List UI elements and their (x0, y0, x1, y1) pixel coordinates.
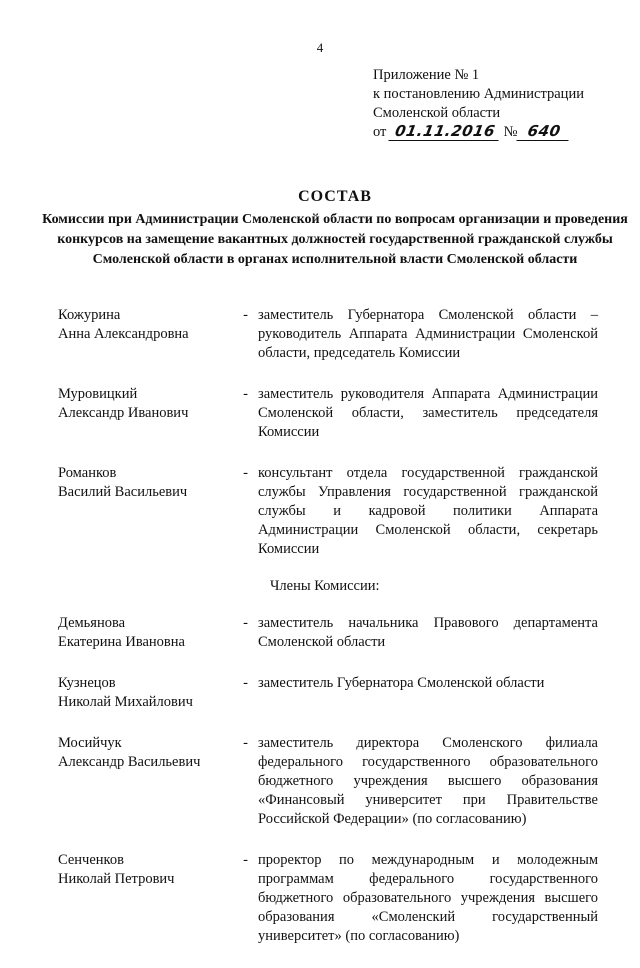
member-name (58, 614, 233, 652)
appendix-line-1: Приложение № 1 (373, 67, 480, 83)
member-row (58, 734, 598, 829)
member-role: заместитель Губернатора Смоленской области (258, 675, 545, 691)
member-row (58, 674, 598, 712)
member-row (58, 614, 598, 652)
member-surname: Кузнецов (58, 675, 116, 691)
dash-separator: - (243, 307, 248, 323)
member-given-name: Николай Михайлович (58, 694, 193, 710)
handwritten-number: 640 (516, 123, 571, 141)
dash-separator: - (243, 386, 248, 402)
number-label: № (503, 124, 518, 140)
member-row (58, 306, 598, 363)
member-role: заместитель директора Смоленского филиала федерального государственного образовательного бюджетного учреждения высшего образования «Финансовый университет при Правительстве Российской Федерации» (по согласованию) (258, 735, 598, 827)
member-name (58, 385, 233, 442)
member-given-name: Екатерина Ивановна (58, 634, 185, 650)
appendix-line-2: к постановлению Администрации (373, 86, 584, 102)
member-surname: Кожурина (58, 307, 121, 323)
member-role: заместитель руководителя Аппарата Администрации Смоленской области, заместитель председателя Комиссии (258, 386, 598, 440)
member-name (58, 306, 233, 363)
member-surname: Романков (58, 465, 117, 481)
dash-separator: - (243, 735, 248, 751)
member-given-name: Николай Петрович (58, 871, 175, 887)
member-role: проректор по международным и молодежным программам федерального государственного бюджетного образовательного учреждения высшего образования «Смоленский государственный университет» (по согласованию) (258, 852, 598, 944)
member-surname: Демьянова (58, 615, 126, 631)
member-role: заместитель начальника Правового департамента Смоленской области (258, 615, 598, 650)
member-row (58, 385, 598, 442)
member-surname: Муровицкий (58, 386, 138, 402)
dash-separator: - (243, 852, 248, 868)
dash-separator: - (243, 615, 248, 631)
member-surname: Сенченков (58, 852, 124, 868)
from-label: от (373, 124, 387, 140)
member-given-name: Василий Васильевич (58, 484, 188, 500)
page-number: 4 (316, 40, 324, 55)
commission-list (58, 306, 598, 968)
document-title: СОСТАВ (298, 188, 372, 205)
member-surname: Мосийчук (58, 735, 122, 751)
member-row (58, 851, 598, 946)
member-name (58, 674, 233, 712)
member-given-name: Александр Иванович (58, 405, 189, 421)
appendix-line-3: Смоленской области (373, 105, 501, 121)
member-row (58, 464, 598, 559)
appendix-block (373, 66, 584, 142)
member-role: заместитель Губернатора Смоленской области – руководитель Аппарата Администрации Смоленской области, председатель Комиссии (258, 307, 598, 361)
dash-separator: - (243, 675, 248, 691)
title-block (40, 186, 630, 270)
member-given-name: Анна Александровна (58, 326, 189, 342)
dash-separator: - (243, 465, 248, 481)
appendix-date-line (373, 123, 584, 142)
member-name (58, 851, 233, 946)
member-given-name: Александр Васильевич (58, 754, 201, 770)
handwritten-date: 01.11.2016 (388, 123, 501, 141)
member-name (58, 464, 233, 559)
document-subtitle: Комиссии при Администрации Смоленской области по вопросам организации и проведения конкурсов на замещение вакантных должностей государственной гражданской службы Смоленской области в органах исполнительной власти Смоленской области (42, 212, 628, 267)
member-name (58, 734, 233, 829)
members-heading: Члены Комиссии: (270, 578, 380, 594)
member-role: консультант отдела государственной гражданской службы Управления государственной гражданской службы и кадровой политики Аппарата Администрации Смоленской области, секретарь Комиссии (258, 465, 598, 557)
